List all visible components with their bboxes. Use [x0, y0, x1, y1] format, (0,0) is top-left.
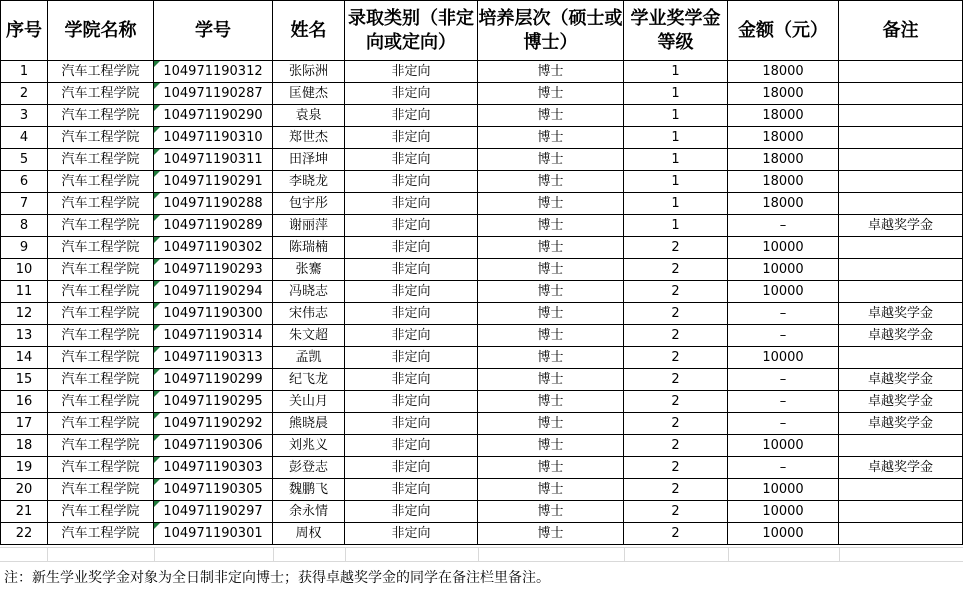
- cell-student-id[interactable]: [154, 193, 273, 215]
- cell-scholarship-grade[interactable]: 2: [624, 325, 728, 347]
- table-row: [1, 171, 963, 193]
- table-row: [1, 127, 963, 149]
- cell-name[interactable]: 陈瑞楠: [273, 237, 345, 259]
- cell-remark[interactable]: [839, 259, 963, 281]
- cell-student-id[interactable]: [154, 149, 273, 171]
- cell-amount[interactable]: 10000: [728, 523, 839, 545]
- cell-remark[interactable]: [839, 83, 963, 105]
- cell-name[interactable]: 孟凯: [273, 347, 345, 369]
- cell-no[interactable]: 12: [1, 303, 48, 325]
- cell-scholarship-grade[interactable]: 1: [624, 61, 728, 83]
- student-id-text: 104971190306: [163, 438, 263, 453]
- cell-amount[interactable]: 10000: [728, 501, 839, 523]
- cell-error-indicator-icon: [154, 347, 160, 353]
- cell-no[interactable]: 1: [1, 61, 48, 83]
- cell-college[interactable]: 汽车工程学院: [48, 413, 154, 435]
- cell-degree-level[interactable]: 博士: [478, 215, 624, 237]
- empty-row-line: [0, 547, 963, 548]
- cell-scholarship-grade[interactable]: 2: [624, 435, 728, 457]
- student-id-text: 104971190314: [163, 328, 263, 343]
- header-cell-name[interactable]: 姓名: [273, 1, 345, 61]
- cell-scholarship-grade[interactable]: 1: [624, 127, 728, 149]
- cell-degree-level[interactable]: 博士: [478, 149, 624, 171]
- cell-student-id[interactable]: [154, 105, 273, 127]
- cell-admission-type[interactable]: 非定向: [345, 171, 478, 193]
- cell-scholarship-grade[interactable]: 1: [624, 149, 728, 171]
- cell-error-indicator-icon: [154, 149, 160, 155]
- cell-scholarship-grade[interactable]: 2: [624, 303, 728, 325]
- cell-college[interactable]: 汽车工程学院: [48, 281, 154, 303]
- cell-no[interactable]: 18: [1, 435, 48, 457]
- student-id-text: 104971190305: [163, 482, 263, 497]
- cell-scholarship-grade[interactable]: 2: [624, 523, 728, 545]
- cell-no[interactable]: 19: [1, 457, 48, 479]
- student-id-text: 104971190303: [163, 460, 263, 475]
- cell-amount[interactable]: 10000: [728, 435, 839, 457]
- table-row: [1, 457, 963, 479]
- student-id-text: 104971190313: [163, 350, 263, 365]
- student-id-text: 104971190300: [163, 306, 263, 321]
- cell-admission-type[interactable]: 非定向: [345, 105, 478, 127]
- cell-name[interactable]: 包宇彤: [273, 193, 345, 215]
- header-cell-student-id[interactable]: 学号: [154, 1, 273, 61]
- cell-scholarship-grade[interactable]: 2: [624, 281, 728, 303]
- cell-admission-type[interactable]: 非定向: [345, 193, 478, 215]
- student-id-text: 104971190301: [163, 526, 263, 541]
- cell-admission-type[interactable]: 非定向: [345, 413, 478, 435]
- cell-amount[interactable]: 18000: [728, 127, 839, 149]
- cell-college[interactable]: 汽车工程学院: [48, 193, 154, 215]
- cell-remark[interactable]: 卓越奖学金: [839, 325, 963, 347]
- cell-degree-level[interactable]: 博士: [478, 303, 624, 325]
- cell-name[interactable]: 纪飞龙: [273, 369, 345, 391]
- cell-degree-level[interactable]: 博士: [478, 369, 624, 391]
- cell-college[interactable]: 汽车工程学院: [48, 61, 154, 83]
- student-id-text: 104971190312: [163, 64, 263, 79]
- cell-admission-type[interactable]: 非定向: [345, 303, 478, 325]
- cell-student-id[interactable]: [154, 303, 273, 325]
- cell-admission-type[interactable]: 非定向: [345, 523, 478, 545]
- cell-remark[interactable]: [839, 435, 963, 457]
- cell-no[interactable]: 2: [1, 83, 48, 105]
- cell-student-id[interactable]: [154, 61, 273, 83]
- cell-amount[interactable]: –: [728, 391, 839, 413]
- cell-no[interactable]: 16: [1, 391, 48, 413]
- cell-error-indicator-icon: [154, 237, 160, 243]
- cell-college[interactable]: 汽车工程学院: [48, 83, 154, 105]
- student-id-text: 104971190288: [163, 196, 263, 211]
- cell-error-indicator-icon: [154, 259, 160, 265]
- cell-college[interactable]: 汽车工程学院: [48, 237, 154, 259]
- student-id-text: 104971190289: [163, 218, 263, 233]
- cell-amount[interactable]: –: [728, 303, 839, 325]
- cell-amount[interactable]: 10000: [728, 281, 839, 303]
- header-cell-scholarship-grade[interactable]: 学业奖学金等级: [624, 1, 728, 61]
- header-row: [1, 1, 963, 61]
- cell-error-indicator-icon: [154, 61, 160, 67]
- cell-no[interactable]: 8: [1, 215, 48, 237]
- table-row: [1, 149, 963, 171]
- table-row: [1, 303, 963, 325]
- cell-student-id[interactable]: [154, 391, 273, 413]
- cell-student-id[interactable]: [154, 325, 273, 347]
- cell-name[interactable]: 张騫: [273, 259, 345, 281]
- cell-error-indicator-icon: [154, 325, 160, 331]
- cell-no[interactable]: 4: [1, 127, 48, 149]
- cell-degree-level[interactable]: 博士: [478, 347, 624, 369]
- cell-no[interactable]: 11: [1, 281, 48, 303]
- student-id-text: 104971190292: [163, 416, 263, 431]
- cell-amount[interactable]: 18000: [728, 149, 839, 171]
- cell-name[interactable]: 魏鹏飞: [273, 479, 345, 501]
- student-id-text: 104971190293: [163, 262, 263, 277]
- cell-degree-level[interactable]: 博士: [478, 391, 624, 413]
- cell-amount[interactable]: 18000: [728, 83, 839, 105]
- empty-row-line: [0, 561, 963, 562]
- cell-error-indicator-icon: [154, 413, 160, 419]
- cell-error-indicator-icon: [154, 369, 160, 375]
- empty-col-line: [345, 547, 346, 561]
- cell-admission-type[interactable]: 非定向: [345, 435, 478, 457]
- cell-student-id[interactable]: [154, 237, 273, 259]
- cell-student-id[interactable]: [154, 413, 273, 435]
- cell-student-id[interactable]: [154, 479, 273, 501]
- empty-col-line: [624, 547, 625, 561]
- cell-scholarship-grade[interactable]: 2: [624, 413, 728, 435]
- cell-degree-level[interactable]: 博士: [478, 61, 624, 83]
- student-id-text: 104971190302: [163, 240, 263, 255]
- header-cell-admission-type[interactable]: 录取类别（非定向或定向）: [345, 1, 478, 61]
- cell-student-id[interactable]: [154, 369, 273, 391]
- table-row: [1, 193, 963, 215]
- student-id-text: 104971190290: [163, 108, 263, 123]
- cell-admission-type[interactable]: 非定向: [345, 347, 478, 369]
- cell-name[interactable]: 余永情: [273, 501, 345, 523]
- cell-amount[interactable]: –: [728, 369, 839, 391]
- cell-student-id[interactable]: [154, 259, 273, 281]
- cell-degree-level[interactable]: 博士: [478, 259, 624, 281]
- cell-name[interactable]: 冯晓志: [273, 281, 345, 303]
- cell-name[interactable]: 宋伟志: [273, 303, 345, 325]
- cell-remark[interactable]: [839, 237, 963, 259]
- cell-amount[interactable]: 18000: [728, 105, 839, 127]
- cell-college[interactable]: 汽车工程学院: [48, 523, 154, 545]
- cell-admission-type[interactable]: 非定向: [345, 127, 478, 149]
- cell-amount[interactable]: 10000: [728, 259, 839, 281]
- header-cell-degree-level[interactable]: 培养层次（硕士或博士）: [478, 1, 624, 61]
- student-id-text: 104971190311: [163, 152, 263, 167]
- cell-error-indicator-icon: [154, 281, 160, 287]
- cell-student-id[interactable]: [154, 457, 273, 479]
- cell-error-indicator-icon: [154, 435, 160, 441]
- cell-remark[interactable]: [839, 171, 963, 193]
- cell-no[interactable]: 17: [1, 413, 48, 435]
- cell-degree-level[interactable]: 博士: [478, 501, 624, 523]
- table-row: [1, 281, 963, 303]
- cell-name[interactable]: 关山月: [273, 391, 345, 413]
- cell-college[interactable]: 汽车工程学院: [48, 369, 154, 391]
- cell-remark[interactable]: [839, 479, 963, 501]
- cell-error-indicator-icon: [154, 83, 160, 89]
- cell-amount[interactable]: –: [728, 457, 839, 479]
- cell-scholarship-grade[interactable]: 1: [624, 171, 728, 193]
- cell-remark[interactable]: 卓越奖学金: [839, 215, 963, 237]
- cell-college[interactable]: 汽车工程学院: [48, 149, 154, 171]
- cell-no[interactable]: 21: [1, 501, 48, 523]
- empty-col-line: [47, 547, 48, 561]
- cell-name[interactable]: 彭登志: [273, 457, 345, 479]
- cell-remark[interactable]: [839, 149, 963, 171]
- cell-degree-level[interactable]: 博士: [478, 413, 624, 435]
- cell-degree-level[interactable]: 博士: [478, 479, 624, 501]
- header-cell-no[interactable]: 序号: [1, 1, 48, 61]
- cell-no[interactable]: 3: [1, 105, 48, 127]
- cell-degree-level[interactable]: 博士: [478, 193, 624, 215]
- cell-name[interactable]: 张际洲: [273, 61, 345, 83]
- cell-college[interactable]: 汽车工程学院: [48, 457, 154, 479]
- cell-remark[interactable]: [839, 347, 963, 369]
- cell-remark[interactable]: [839, 501, 963, 523]
- header-cell-college[interactable]: 学院名称: [48, 1, 154, 61]
- cell-no[interactable]: 22: [1, 523, 48, 545]
- student-id-text: 104971190297: [163, 504, 263, 519]
- cell-degree-level[interactable]: 博士: [478, 105, 624, 127]
- cell-college[interactable]: 汽车工程学院: [48, 479, 154, 501]
- cell-admission-type[interactable]: 非定向: [345, 61, 478, 83]
- cell-remark[interactable]: [839, 523, 963, 545]
- cell-name[interactable]: 田泽坤: [273, 149, 345, 171]
- cell-degree-level[interactable]: 博士: [478, 281, 624, 303]
- cell-remark[interactable]: [839, 281, 963, 303]
- cell-remark[interactable]: 卓越奖学金: [839, 457, 963, 479]
- cell-student-id[interactable]: [154, 501, 273, 523]
- cell-scholarship-grade[interactable]: 2: [624, 347, 728, 369]
- cell-error-indicator-icon: [154, 215, 160, 221]
- table-row: [1, 325, 963, 347]
- cell-name[interactable]: 谢丽萍: [273, 215, 345, 237]
- cell-degree-level[interactable]: 博士: [478, 325, 624, 347]
- cell-error-indicator-icon: [154, 479, 160, 485]
- cell-student-id[interactable]: [154, 281, 273, 303]
- cell-degree-level[interactable]: 博士: [478, 435, 624, 457]
- cell-amount[interactable]: 10000: [728, 479, 839, 501]
- cell-admission-type[interactable]: 非定向: [345, 391, 478, 413]
- cell-remark[interactable]: [839, 193, 963, 215]
- cell-name[interactable]: 熊晓晨: [273, 413, 345, 435]
- cell-scholarship-grade[interactable]: 2: [624, 259, 728, 281]
- cell-college[interactable]: 汽车工程学院: [48, 391, 154, 413]
- table-row: [1, 105, 963, 127]
- cell-amount[interactable]: 10000: [728, 237, 839, 259]
- cell-remark[interactable]: [839, 61, 963, 83]
- student-id-text: 104971190295: [163, 394, 263, 409]
- cell-admission-type[interactable]: 非定向: [345, 215, 478, 237]
- student-id-text: 104971190291: [163, 174, 263, 189]
- table-row: [1, 259, 963, 281]
- empty-col-line: [478, 547, 479, 561]
- table-row: [1, 501, 963, 523]
- cell-college[interactable]: 汽车工程学院: [48, 347, 154, 369]
- cell-name[interactable]: 周权: [273, 523, 345, 545]
- cell-error-indicator-icon: [154, 105, 160, 111]
- cell-remark[interactable]: 卓越奖学金: [839, 413, 963, 435]
- cell-remark[interactable]: 卓越奖学金: [839, 303, 963, 325]
- cell-college[interactable]: 汽车工程学院: [48, 215, 154, 237]
- table-row: [1, 83, 963, 105]
- cell-college[interactable]: 汽车工程学院: [48, 303, 154, 325]
- cell-name[interactable]: 郑世杰: [273, 127, 345, 149]
- empty-col-line: [154, 547, 155, 561]
- cell-student-id[interactable]: [154, 127, 273, 149]
- table-row: [1, 215, 963, 237]
- cell-amount[interactable]: –: [728, 413, 839, 435]
- cell-scholarship-grade[interactable]: 1: [624, 105, 728, 127]
- student-id-text: 104971190299: [163, 372, 263, 387]
- cell-scholarship-grade[interactable]: 1: [624, 215, 728, 237]
- cell-admission-type[interactable]: 非定向: [345, 259, 478, 281]
- cell-no[interactable]: 13: [1, 325, 48, 347]
- cell-scholarship-grade[interactable]: 2: [624, 501, 728, 523]
- cell-scholarship-grade[interactable]: 2: [624, 369, 728, 391]
- cell-no[interactable]: 15: [1, 369, 48, 391]
- header-cell-amount[interactable]: 金额（元）: [728, 1, 839, 61]
- cell-degree-level[interactable]: 博士: [478, 171, 624, 193]
- cell-scholarship-grade[interactable]: 1: [624, 83, 728, 105]
- cell-amount[interactable]: –: [728, 215, 839, 237]
- cell-admission-type[interactable]: 非定向: [345, 479, 478, 501]
- cell-name[interactable]: 朱文超: [273, 325, 345, 347]
- table-row: [1, 391, 963, 413]
- cell-admission-type[interactable]: 非定向: [345, 325, 478, 347]
- cell-error-indicator-icon: [154, 171, 160, 177]
- table-row: [1, 347, 963, 369]
- cell-admission-type[interactable]: 非定向: [345, 149, 478, 171]
- cell-no[interactable]: 10: [1, 259, 48, 281]
- cell-admission-type[interactable]: 非定向: [345, 457, 478, 479]
- table-row: [1, 61, 963, 83]
- cell-admission-type[interactable]: 非定向: [345, 369, 478, 391]
- cell-college[interactable]: 汽车工程学院: [48, 501, 154, 523]
- cell-no[interactable]: 14: [1, 347, 48, 369]
- cell-amount[interactable]: 18000: [728, 171, 839, 193]
- student-id-text: 104971190287: [163, 86, 263, 101]
- cell-college[interactable]: 汽车工程学院: [48, 435, 154, 457]
- cell-amount[interactable]: 10000: [728, 347, 839, 369]
- table-row: [1, 435, 963, 457]
- cell-admission-type[interactable]: 非定向: [345, 281, 478, 303]
- cell-student-id[interactable]: [154, 435, 273, 457]
- cell-student-id[interactable]: [154, 215, 273, 237]
- cell-error-indicator-icon: [154, 523, 160, 529]
- cell-name[interactable]: 袁泉: [273, 105, 345, 127]
- cell-amount[interactable]: –: [728, 325, 839, 347]
- cell-no[interactable]: 6: [1, 171, 48, 193]
- student-id-text: 104971190294: [163, 284, 263, 299]
- empty-col-line: [728, 547, 729, 561]
- cell-name[interactable]: 匡健杰: [273, 83, 345, 105]
- cell-no[interactable]: 9: [1, 237, 48, 259]
- empty-col-line: [839, 547, 840, 561]
- cell-admission-type[interactable]: 非定向: [345, 501, 478, 523]
- cell-error-indicator-icon: [154, 391, 160, 397]
- cell-college[interactable]: 汽车工程学院: [48, 105, 154, 127]
- cell-degree-level[interactable]: 博士: [478, 237, 624, 259]
- header-cell-remark[interactable]: 备注: [839, 1, 963, 61]
- table-row: [1, 413, 963, 435]
- cell-scholarship-grade[interactable]: 2: [624, 391, 728, 413]
- cell-college[interactable]: 汽车工程学院: [48, 325, 154, 347]
- cell-student-id[interactable]: [154, 347, 273, 369]
- cell-error-indicator-icon: [154, 127, 160, 133]
- cell-amount[interactable]: 18000: [728, 61, 839, 83]
- table-row: [1, 479, 963, 501]
- cell-degree-level[interactable]: 博士: [478, 523, 624, 545]
- cell-name[interactable]: 李晓龙: [273, 171, 345, 193]
- cell-error-indicator-icon: [154, 303, 160, 309]
- cell-remark[interactable]: 卓越奖学金: [839, 391, 963, 413]
- cell-error-indicator-icon: [154, 501, 160, 507]
- cell-college[interactable]: 汽车工程学院: [48, 171, 154, 193]
- cell-degree-level[interactable]: 博士: [478, 127, 624, 149]
- cell-college[interactable]: 汽车工程学院: [48, 127, 154, 149]
- student-id-text: 104971190310: [163, 130, 263, 145]
- table-row: [1, 369, 963, 391]
- cell-admission-type[interactable]: 非定向: [345, 83, 478, 105]
- cell-admission-type[interactable]: 非定向: [345, 237, 478, 259]
- footnote[interactable]: 注：新生学业奖学金对象为全日制非定向博士；获得卓越奖学金的同学在备注栏里备注。: [4, 570, 550, 586]
- cell-scholarship-grade[interactable]: 2: [624, 479, 728, 501]
- cell-degree-level[interactable]: 博士: [478, 457, 624, 479]
- cell-no[interactable]: 7: [1, 193, 48, 215]
- cell-no[interactable]: 5: [1, 149, 48, 171]
- empty-col-line: [273, 547, 274, 561]
- cell-student-id[interactable]: [154, 523, 273, 545]
- cell-remark[interactable]: 卓越奖学金: [839, 369, 963, 391]
- cell-degree-level[interactable]: 博士: [478, 83, 624, 105]
- cell-student-id[interactable]: [154, 171, 273, 193]
- cell-student-id[interactable]: [154, 83, 273, 105]
- cell-remark[interactable]: [839, 105, 963, 127]
- cell-amount[interactable]: 18000: [728, 193, 839, 215]
- cell-college[interactable]: 汽车工程学院: [48, 259, 154, 281]
- cell-name[interactable]: 刘兆义: [273, 435, 345, 457]
- cell-scholarship-grade[interactable]: 2: [624, 457, 728, 479]
- cell-scholarship-grade[interactable]: 2: [624, 237, 728, 259]
- cell-error-indicator-icon: [154, 457, 160, 463]
- cell-error-indicator-icon: [154, 193, 160, 199]
- cell-no[interactable]: 20: [1, 479, 48, 501]
- table-row: [1, 523, 963, 545]
- table-row: [1, 237, 963, 259]
- cell-scholarship-grade[interactable]: 1: [624, 193, 728, 215]
- cell-remark[interactable]: [839, 127, 963, 149]
